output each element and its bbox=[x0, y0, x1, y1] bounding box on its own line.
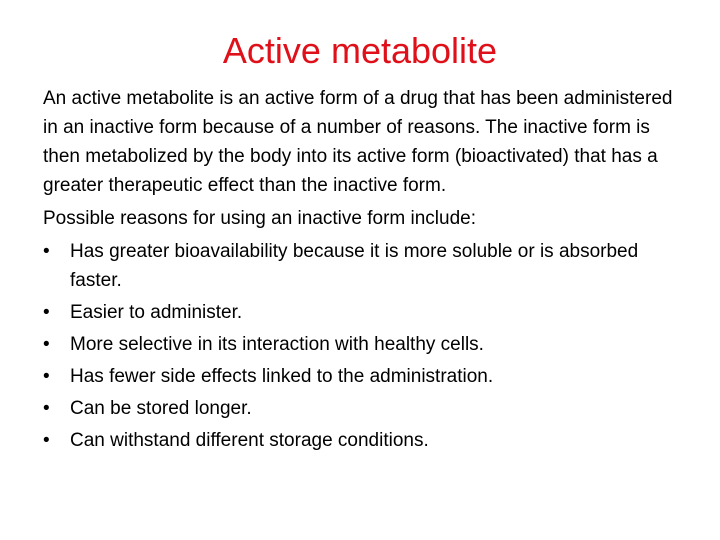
list-item bbox=[43, 362, 683, 391]
list-item bbox=[43, 237, 683, 295]
slide-title: Active metabolite bbox=[222, 30, 498, 71]
bullet-icon: • bbox=[43, 241, 50, 262]
list-item bbox=[43, 330, 683, 359]
reasons-heading: Possible reasons for using an inactive form include: bbox=[43, 208, 477, 229]
list-item-text: Can withstand different storage conditions. bbox=[70, 430, 429, 451]
list-item bbox=[43, 394, 683, 423]
bullet-icon: • bbox=[43, 430, 50, 451]
bullet-icon: • bbox=[43, 366, 50, 387]
intro-paragraph: An active metabolite is an active form of a drug that has been administered in an inactive form because of a number of reasons. The inactive form is then metabolized by the body into its active form (bioactivated) that has a greater therapeutic effect than the inactive form. bbox=[43, 88, 673, 196]
list-item bbox=[43, 426, 683, 455]
bullet-icon: • bbox=[43, 398, 50, 419]
bullet-icon: • bbox=[43, 334, 50, 355]
list-item-text: Easier to administer. bbox=[70, 302, 243, 323]
list-item bbox=[43, 298, 683, 327]
slide-body bbox=[43, 84, 683, 458]
list-item-text: Can be stored longer. bbox=[70, 398, 252, 419]
list-item-text: Has fewer side effects linked to the administration. bbox=[70, 366, 494, 387]
list-item-text: More selective in its interaction with healthy cells. bbox=[70, 334, 484, 355]
list-item-text: Has greater bioavailability because it is more soluble or is absorbed faster. bbox=[70, 241, 639, 291]
reasons-list bbox=[43, 237, 683, 455]
bullet-icon: • bbox=[43, 302, 50, 323]
